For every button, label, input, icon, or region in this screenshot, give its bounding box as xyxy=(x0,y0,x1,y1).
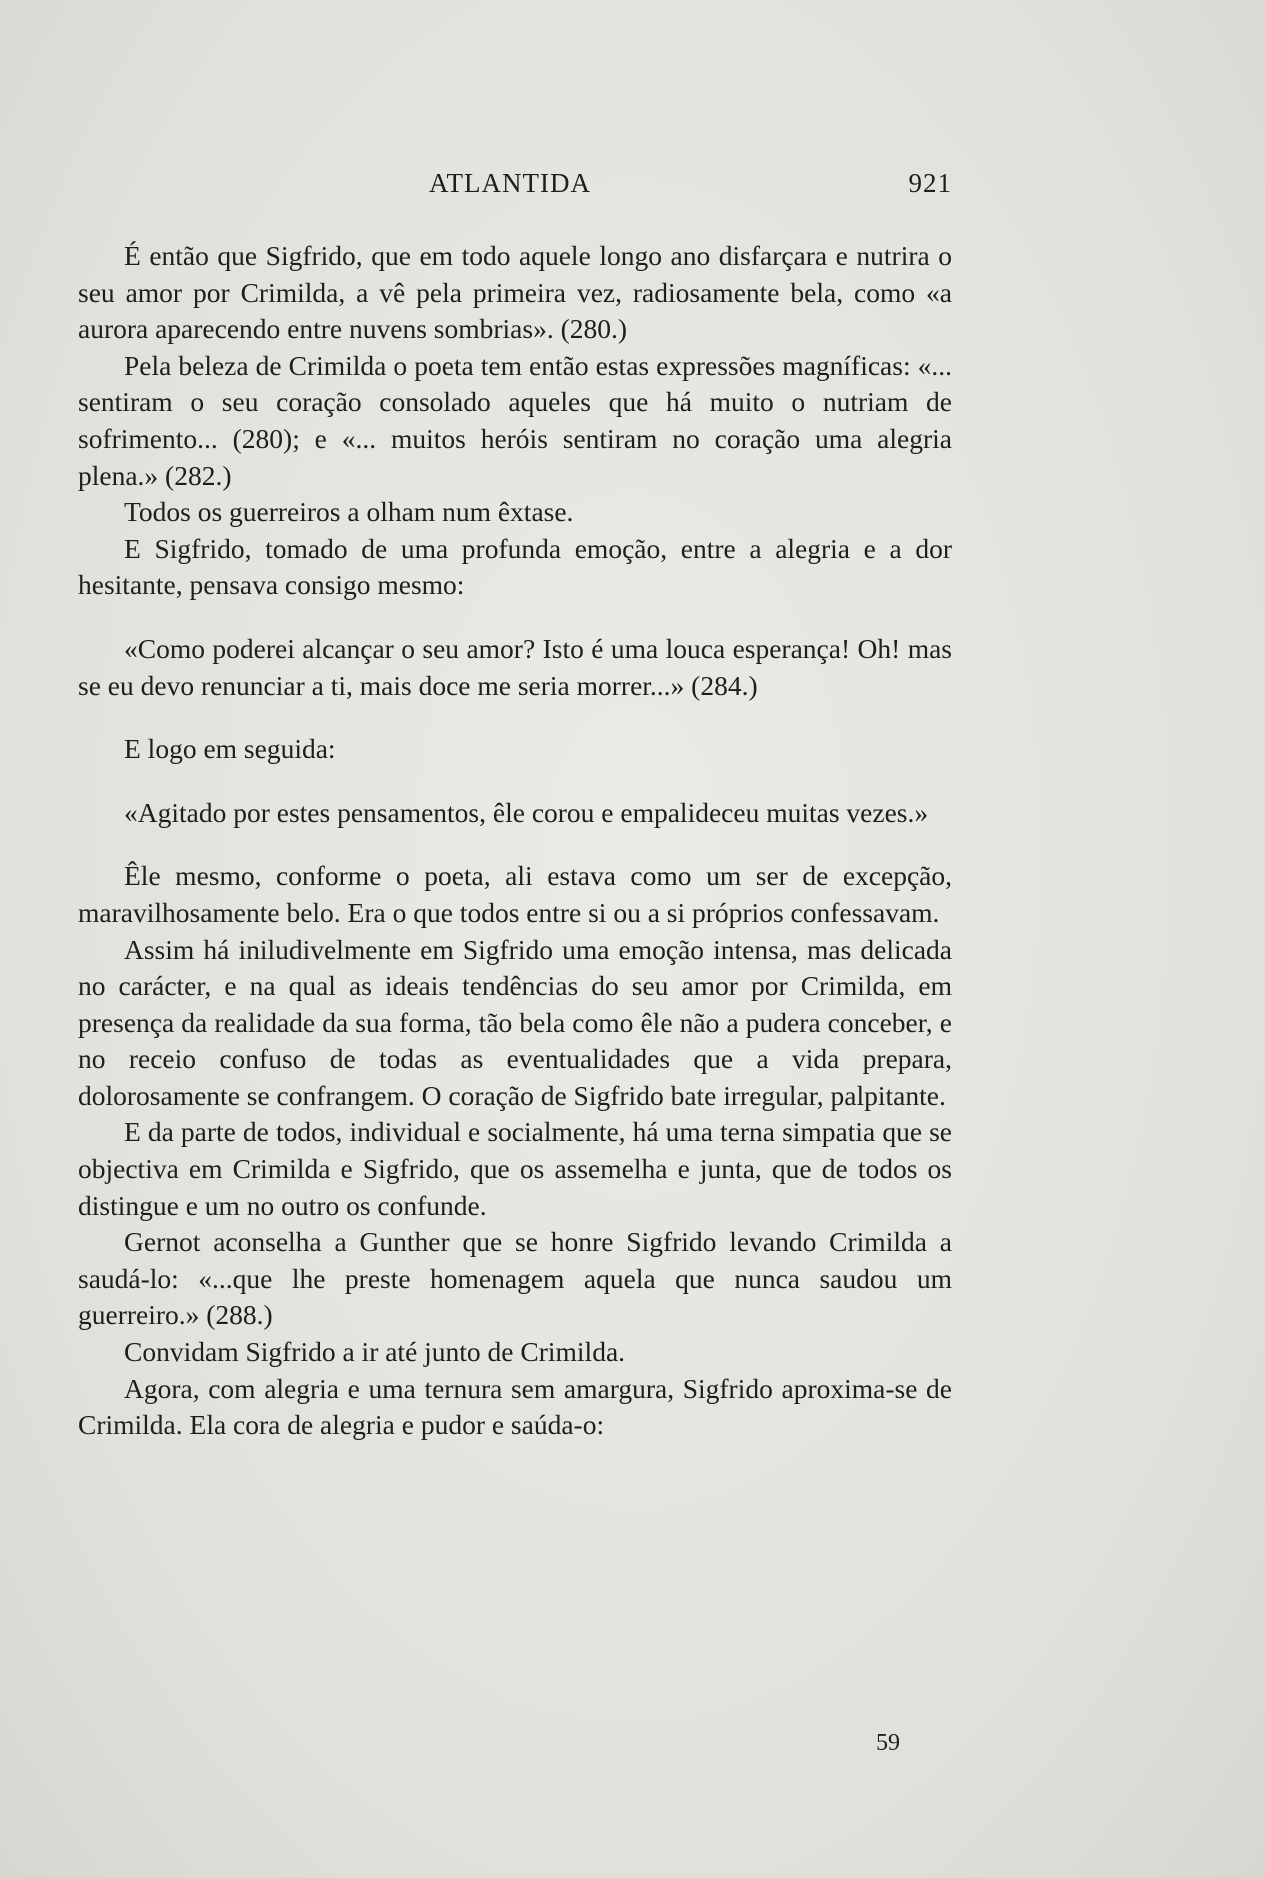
paragraph: Gernot aconselha a Gunther que se honre Sigfrido levando Crimilda a saudá-lo: «...que lhe preste homenagem aquela que nunca saudou um guerreiro.» (288.) xyxy=(78,1226,952,1331)
paragraph: E Sigfrido, tomado de uma profunda emoção, entre a alegria e a dor hesitante, pensava consigo mesmo: xyxy=(78,532,952,601)
paragraph: Assim há iniludivelmente em Sigfrido uma emoção intensa, mas delicada no carácter, e na qual as ideais tendências do seu amor por Crimilda, em presença da realidade da sua forma, tão bela como êle não a pudera conceber, e no receio confuso de todas as eventualidades que a vida prepara, dolorosamente se confrangem. O coração de Sigfrido bate irregular, palpitante. xyxy=(78,933,952,1111)
paragraph: E logo em seguida: xyxy=(124,733,336,765)
block-quote: «Agitado por estes pensamentos, êle corou e empalideceu muitas vezes.» xyxy=(124,796,929,828)
paragraph: Todos os guerreiros a olham num êxtase. xyxy=(124,496,574,528)
body-text xyxy=(78,238,952,1444)
signature-mark: 59 xyxy=(876,1730,900,1756)
paragraph: E da parte de todos, individual e socialmente, há uma terna simpatia que se objectiva em Crimilda e Sigfrido, que os assemelha e junta, que de todos os distingue e um no outro os confunde. xyxy=(78,1116,952,1221)
paragraph: Pela beleza de Crimilda o poeta tem então estas expressões magníficas: «... sentiram o seu coração consolado aqueles que há muito o nutriam de sofrimento... (280); e «... muitos heróis sentiram no coração uma alegria plena.» (282.) xyxy=(78,349,952,491)
paragraph: É então que Sigfrido, que em todo aquele longo ano disfarçara e nutrira o seu amor por Crimilda, a vê pela primeira vez, radiosamente bela, como «a aurora aparecendo entre nuvens sombrias». (280.) xyxy=(78,240,952,345)
block-quote: «Como poderei alcançar o seu amor? Isto é uma louca esperança! Oh! mas se eu devo renunciar a ti, mais doce me seria morrer...» (284.) xyxy=(78,632,952,701)
running-title: ATLANTIDA xyxy=(429,168,591,198)
paragraph: Agora, com alegria e uma ternura sem amargura, Sigfrido aproxima-se de Crimilda. Ela cora de alegria e pudor e saúda-o: xyxy=(78,1372,952,1441)
paragraph: Convidam Sigfrido a ir até junto de Crimilda. xyxy=(124,1336,626,1368)
page-header xyxy=(124,168,952,208)
page-number: 921 xyxy=(908,168,952,198)
paragraph: Êle mesmo, conforme o poeta, ali estava como um ser de excepção, maravilhosamente belo. Era o que todos entre si ou a si próprios confessavam. xyxy=(78,860,952,928)
